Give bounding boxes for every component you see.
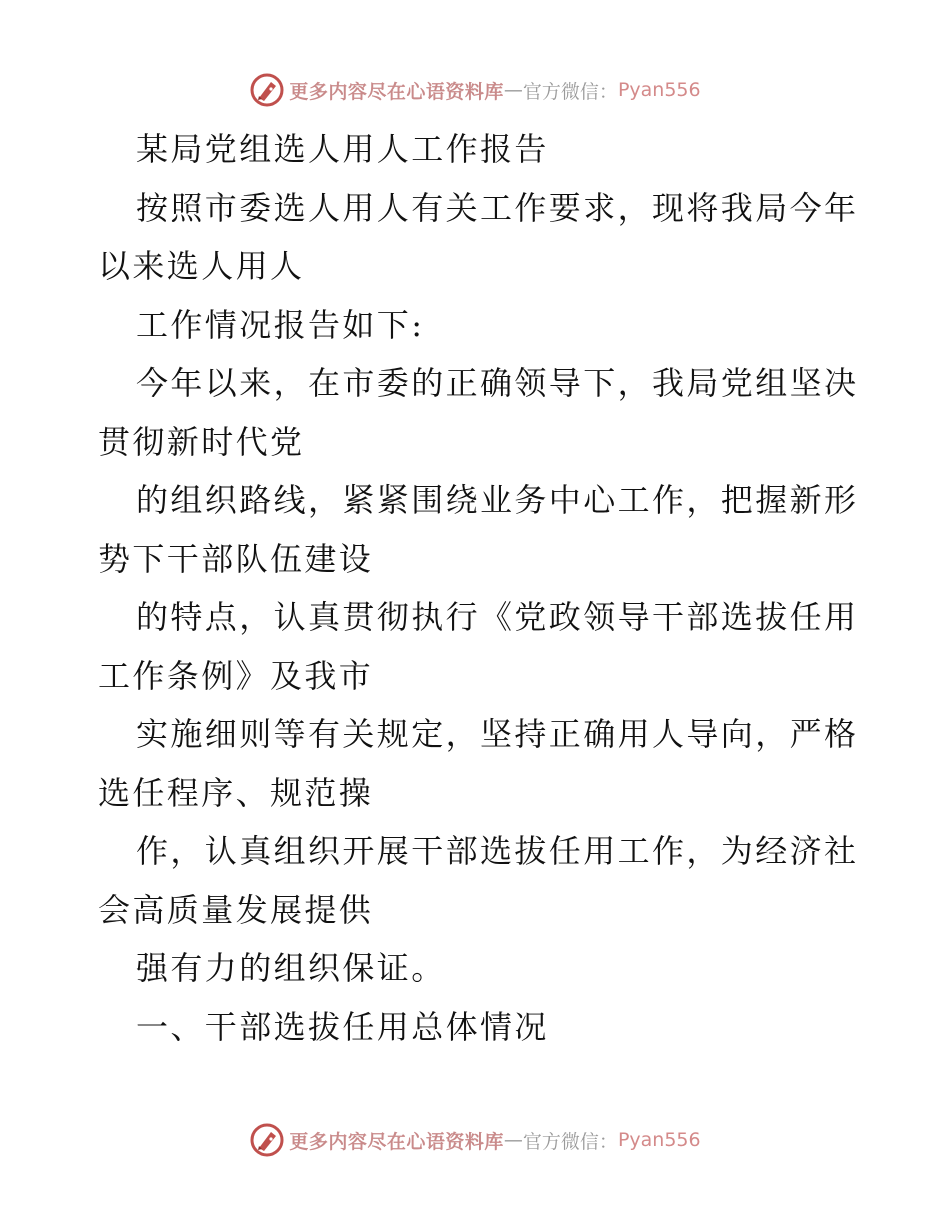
pen-nib-logo-icon [249,72,285,108]
text-line: 的组织路线，紧紧围绕业务中心工作，把握新形 [136,481,859,519]
watermark-separator: — [503,79,523,101]
watermark-wechat-id: Pyan556 [617,79,701,101]
text-line: 实施细则等有关规定，坚持正确用人导向，严格 [136,715,859,753]
document-body [98,120,858,1056]
text-line: 工作条例》及我市 [98,656,374,695]
section-heading: 一、干部选拔任用总体情况 [136,1007,549,1046]
text-line: 以来选人用人 [98,247,305,285]
text-line: 今年以来，在市委的正确领导下，我局党组坚决 [136,364,859,402]
text-line: 贯彻新时代党 [98,422,305,461]
text-line: 强有力的组织保证。 [136,949,446,987]
text-line: 选任程序、规范操 [98,773,374,812]
watermark-main-text: 更多内容尽在心语资料库 [289,80,504,103]
text-line: 的特点，认真贯彻执行《党政领导干部选拔任用 [136,598,859,636]
watermark-wechat-id: Pyan556 [617,1129,701,1151]
text-line: 作，认真组织开展干部选拔任用工作，为经济社 [136,832,859,870]
watermark-main-text: 更多内容尽在心语资料库 [289,1130,504,1153]
watermark-separator: — [503,1129,523,1151]
watermark-label: 官方微信： [522,1130,618,1153]
watermark-header [0,70,950,110]
pen-nib-logo-icon [249,1122,285,1158]
watermark-footer [0,1120,950,1160]
text-line: 势下干部队伍建设 [98,539,374,578]
text-line: 会高质量发展提供 [98,890,374,929]
text-line: 工作情况报告如下: [136,305,425,344]
document-title: 某局党组选人用人工作报告 [136,130,549,168]
text-line: 按照市委选人用人有关工作要求，现将我局今年 [136,188,859,227]
watermark-label: 官方微信： [522,80,618,103]
